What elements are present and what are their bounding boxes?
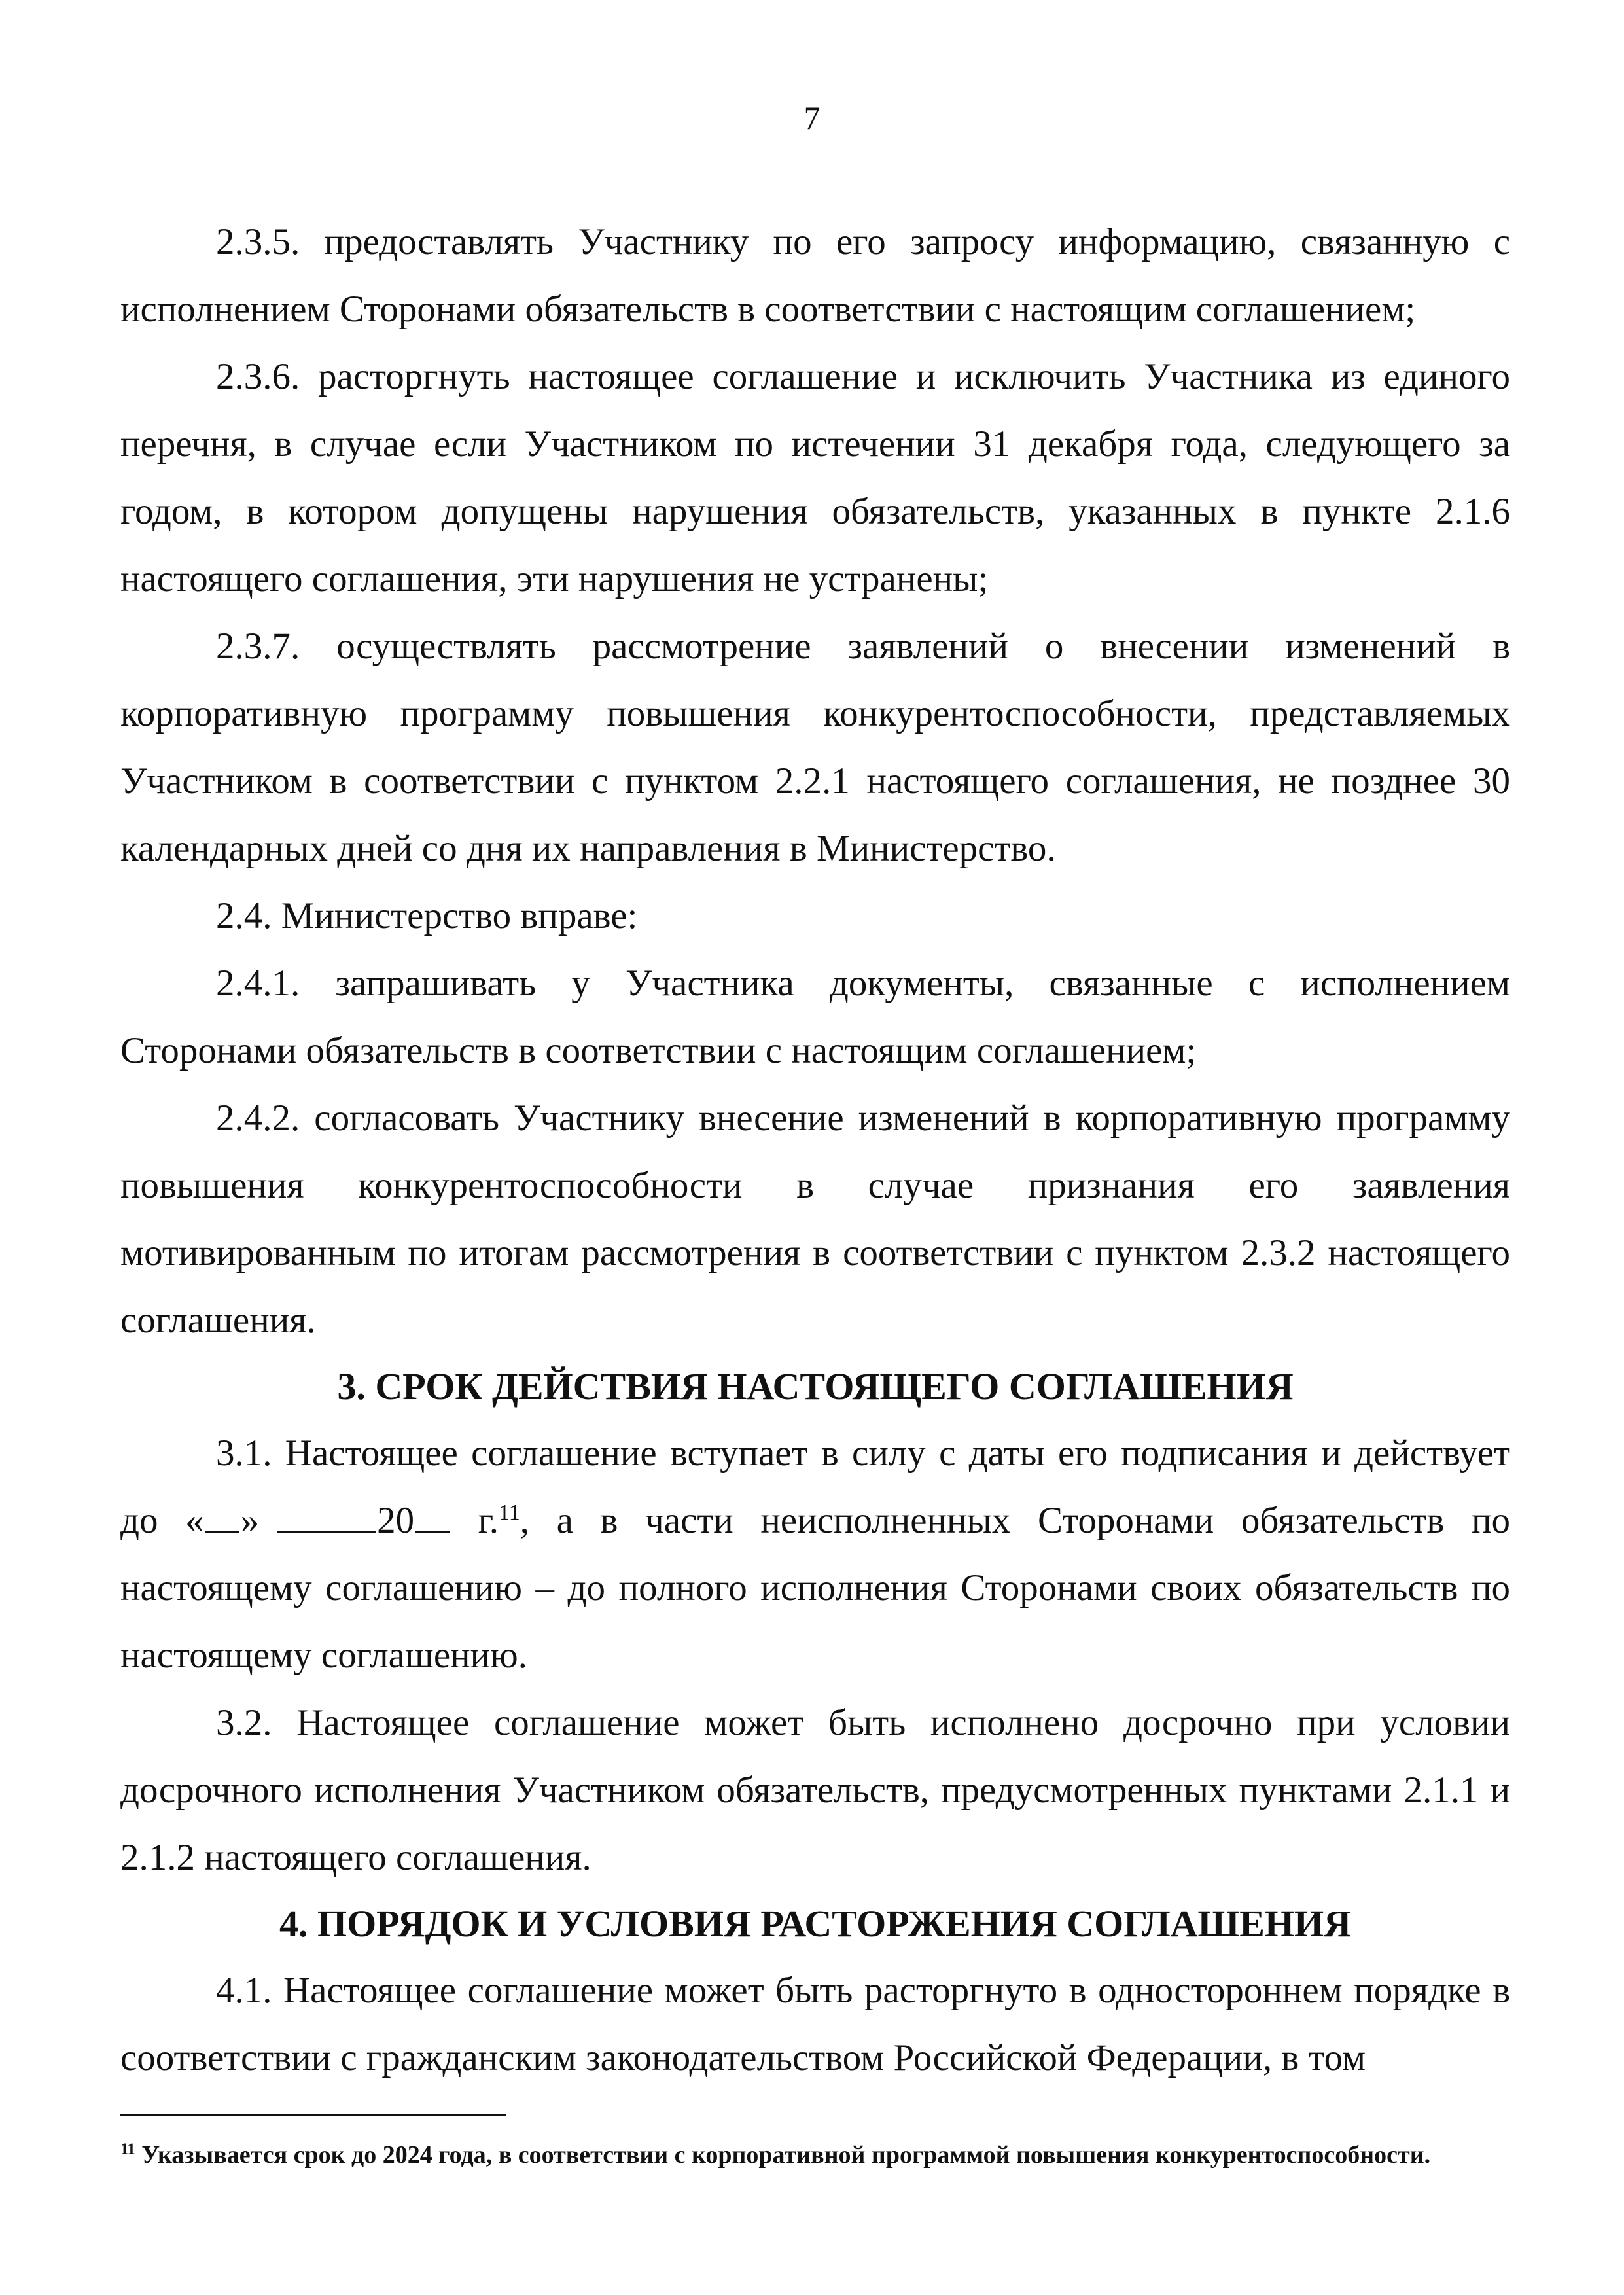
paragraph-2-4-2: 2.4.2. согласовать Участнику внесение изменений в корпоративную программу повышения конкурентоспособности в случае признания его заявления мотивированным по итогам рассмотрения в соответствии с пунктом 2.3.2 настоящего соглашения. (120, 1097, 1510, 1341)
year-blank-line (415, 1497, 450, 1533)
day-blank-line (205, 1497, 239, 1533)
document-body (120, 208, 1510, 2091)
paragraph-2-3-7: 2.3.7. осуществлять рассмотрение заявлений о внесении изменений в корпоративную программу повышения конкурентоспособности, представляемых Участником в соответствии с пунктом 2.2.1 настоящего соглашения, не позднее 30 календарных дней со дня их направления в Министерство. (120, 626, 1510, 869)
paragraph-3-1-year-prefix: 20 (377, 1500, 415, 1541)
paragraph-2-4-1: 2.4.1. запрашивать у Участника документы, связанные с исполнением Сторонами обязательств в соответствии с настоящим соглашением; (120, 963, 1510, 1071)
section-3-heading: 3. СРОК ДЕЙСТВИЯ НАСТОЯЩЕГО СОГЛАШЕНИЯ (337, 1365, 1294, 1408)
footnote (120, 2139, 1510, 2171)
paragraph-3-1-quote-close: » (240, 1500, 260, 1541)
footnote-number: 11 (120, 2141, 135, 2158)
paragraph-4-1: 4.1. Настоящее соглашение может быть расторгнуто в одностороннем порядке в соответствии с гражданским законодательством Российской Федерации, в том (120, 1970, 1510, 2078)
page-number: 7 (803, 99, 821, 136)
paragraph-3-1 (120, 1419, 1510, 1689)
paragraph-2-4: 2.4. Министерство вправе: (216, 895, 638, 936)
footnote-reference: 11 (498, 1501, 520, 1525)
paragraph-2-3-5: 2.3.5. предоставлять Участнику по его запросу информацию, связанную с исполнением Сторонами обязательств в соответствии с настоящим соглашением; (120, 221, 1510, 330)
section-4-heading: 4. ПОРЯДОК И УСЛОВИЯ РАСТОРЖЕНИЯ СОГЛАШЕНИЯ (279, 1902, 1352, 1945)
month-blank-line (277, 1497, 376, 1533)
footnote-text: Указывается срок до 2024 года, в соответствии с корпоративной программой повышения конкурентоспособности. (135, 2141, 1431, 2169)
paragraph-3-1-text-end: , а в части неисполненных Сторонами обязательств по настоящему соглашению – до полного исполнения Сторонами своих обязательств по настоящему соглашению. (120, 1500, 1510, 1676)
paragraph-3-1-year-suffix: г. (451, 1500, 499, 1541)
footnote-separator (120, 2114, 506, 2116)
paragraph-2-3-6: 2.3.6. расторгнуть настоящее соглашение и исключить Участника из единого перечня, в случае если Участником по истечении 31 декабря года, следующего за годом, в котором допущены нарушения обязательств, указанных в пункте 2.1.6 настоящего соглашения, эти нарушения не устранены; (120, 356, 1510, 599)
paragraph-3-2: 3.2. Настоящее соглашение может быть исполнено досрочно при условии досрочного исполнения Участником обязательств, предусмотренных пунктами 2.1.1 и 2.1.2 настоящего соглашения. (120, 1702, 1510, 1878)
paragraph-3-1-text-start: 3.1. Настоящее соглашение вступает в силу с даты его подписания и действует до « (120, 1432, 1510, 1541)
